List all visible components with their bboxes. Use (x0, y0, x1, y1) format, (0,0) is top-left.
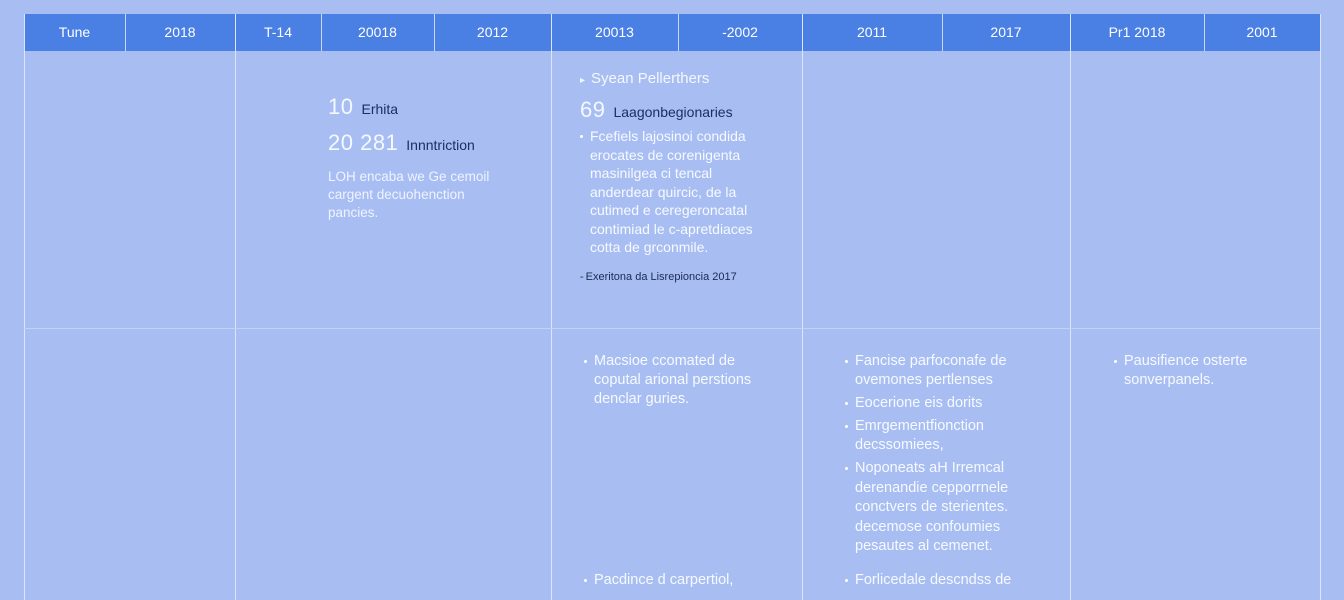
metric-label: Erhita (361, 101, 399, 117)
bullet-line: erocates de corenigenta (590, 146, 741, 163)
grid-divider (942, 14, 943, 51)
header-cell[interactable]: 2011 (856, 24, 888, 40)
bullet-line: ovemones pertlenses (855, 372, 993, 388)
header-cell[interactable]: T-14 (263, 24, 292, 40)
bullet-line: Noponeats aH Irremcal (855, 460, 1005, 476)
bullet-line: decssomiees, (855, 437, 944, 453)
metric-block (328, 94, 538, 222)
event-block (1114, 352, 1314, 394)
grid-divider (1320, 14, 1321, 600)
event-caption (580, 271, 795, 283)
metric-value: 20 281 (328, 130, 399, 155)
event-bullet (845, 394, 1060, 413)
desc-line: LOH encaba we Ge cemoil (328, 169, 490, 184)
bullet-line: Forlicedale descndss de (855, 572, 1012, 588)
event-bullet (584, 352, 794, 409)
caret-right-icon: ▸ (580, 75, 586, 86)
grid-divider (802, 14, 803, 600)
caption-text: Exeritona da Lisrepioncia 2017 (585, 270, 737, 283)
timeline-header (24, 14, 1320, 51)
bullet-line: derenandie cepporrnele (855, 479, 1009, 496)
row-divider (24, 328, 1320, 329)
bullet-line: contimiad le c-apretdiaces (590, 220, 753, 237)
event-bullet (580, 127, 795, 257)
metric-value: 10 (328, 94, 354, 119)
header-cell[interactable]: Tune (58, 24, 91, 40)
bullet-line: cutimed e ceregeroncatal (590, 202, 748, 218)
header-cell[interactable]: 2018 (164, 24, 196, 40)
bullet-line: Macsioe ccomated de (594, 353, 736, 369)
bullet-line: sonverpanels. (1124, 372, 1215, 388)
event-bullet (845, 571, 1060, 590)
grid-divider (125, 14, 126, 51)
event-heading-label: Syean Pellerthers (591, 70, 710, 87)
event-block (580, 70, 795, 283)
grid-divider (321, 14, 322, 51)
metric-value: 69 (580, 97, 606, 122)
event-block (584, 352, 794, 413)
event-bullet (845, 459, 1060, 557)
event-bullet (584, 571, 794, 590)
header-cell[interactable]: 2017 (990, 24, 1022, 40)
grid-divider (235, 14, 236, 600)
event-block (845, 352, 1060, 561)
desc-line: pancies. (328, 205, 379, 220)
grid-divider (678, 14, 679, 51)
grid-divider (434, 14, 435, 51)
event-block (584, 571, 794, 594)
bullet-line: denclar guries. (594, 391, 690, 407)
bullet-line: Fancise parfoconafe de (855, 353, 1007, 369)
event-block (845, 571, 1060, 594)
bullet-line: decemose confoumies (855, 518, 1001, 535)
grid-divider (24, 14, 25, 600)
header-cell[interactable]: 20018 (358, 24, 397, 40)
bullet-line: coputal arional perstions (594, 372, 752, 388)
bullet-line: Pausifience osterte (1124, 353, 1248, 369)
event-bullet (1114, 352, 1314, 390)
event-heading[interactable] (580, 70, 795, 87)
grid-divider (551, 14, 552, 600)
caption-dash: - (580, 270, 584, 283)
header-cell[interactable]: -2002 (722, 24, 758, 40)
metric-row (328, 130, 538, 166)
header-cell[interactable]: 20013 (595, 24, 634, 40)
header-cell[interactable]: 2001 (1246, 24, 1278, 40)
grid-divider (1204, 14, 1205, 51)
metric-label: Innntriction (406, 137, 475, 153)
metric-row (328, 94, 538, 130)
header-cell[interactable]: Pr1 2018 (1108, 24, 1166, 40)
bullet-line: Fcefiels lajosinoi condida (590, 128, 746, 144)
header-cell[interactable]: 2012 (476, 24, 509, 40)
metric-label: Laagonbegionaries (613, 104, 733, 120)
event-bullet (845, 352, 1060, 390)
bullet-line: pesautes al cemenet. (855, 538, 993, 554)
bullet-line: Pacdince d carpertiol, (594, 572, 734, 588)
metric-row (580, 97, 795, 127)
bullet-line: Eocerione eis dorits (855, 395, 983, 411)
bullet-line: cotta de grconmile. (590, 239, 709, 255)
metric-description (328, 168, 538, 222)
bullet-line: masinilgea ci tencal (590, 165, 713, 181)
bullet-line: anderdear quircic, de la (590, 183, 737, 200)
grid-divider (1070, 14, 1071, 600)
desc-line: cargent decuohenction (328, 187, 465, 202)
event-bullet (845, 417, 1060, 455)
bullet-line: conctvers de sterientes. (855, 499, 1009, 515)
bullet-line: Emrgementfionction (855, 418, 984, 434)
